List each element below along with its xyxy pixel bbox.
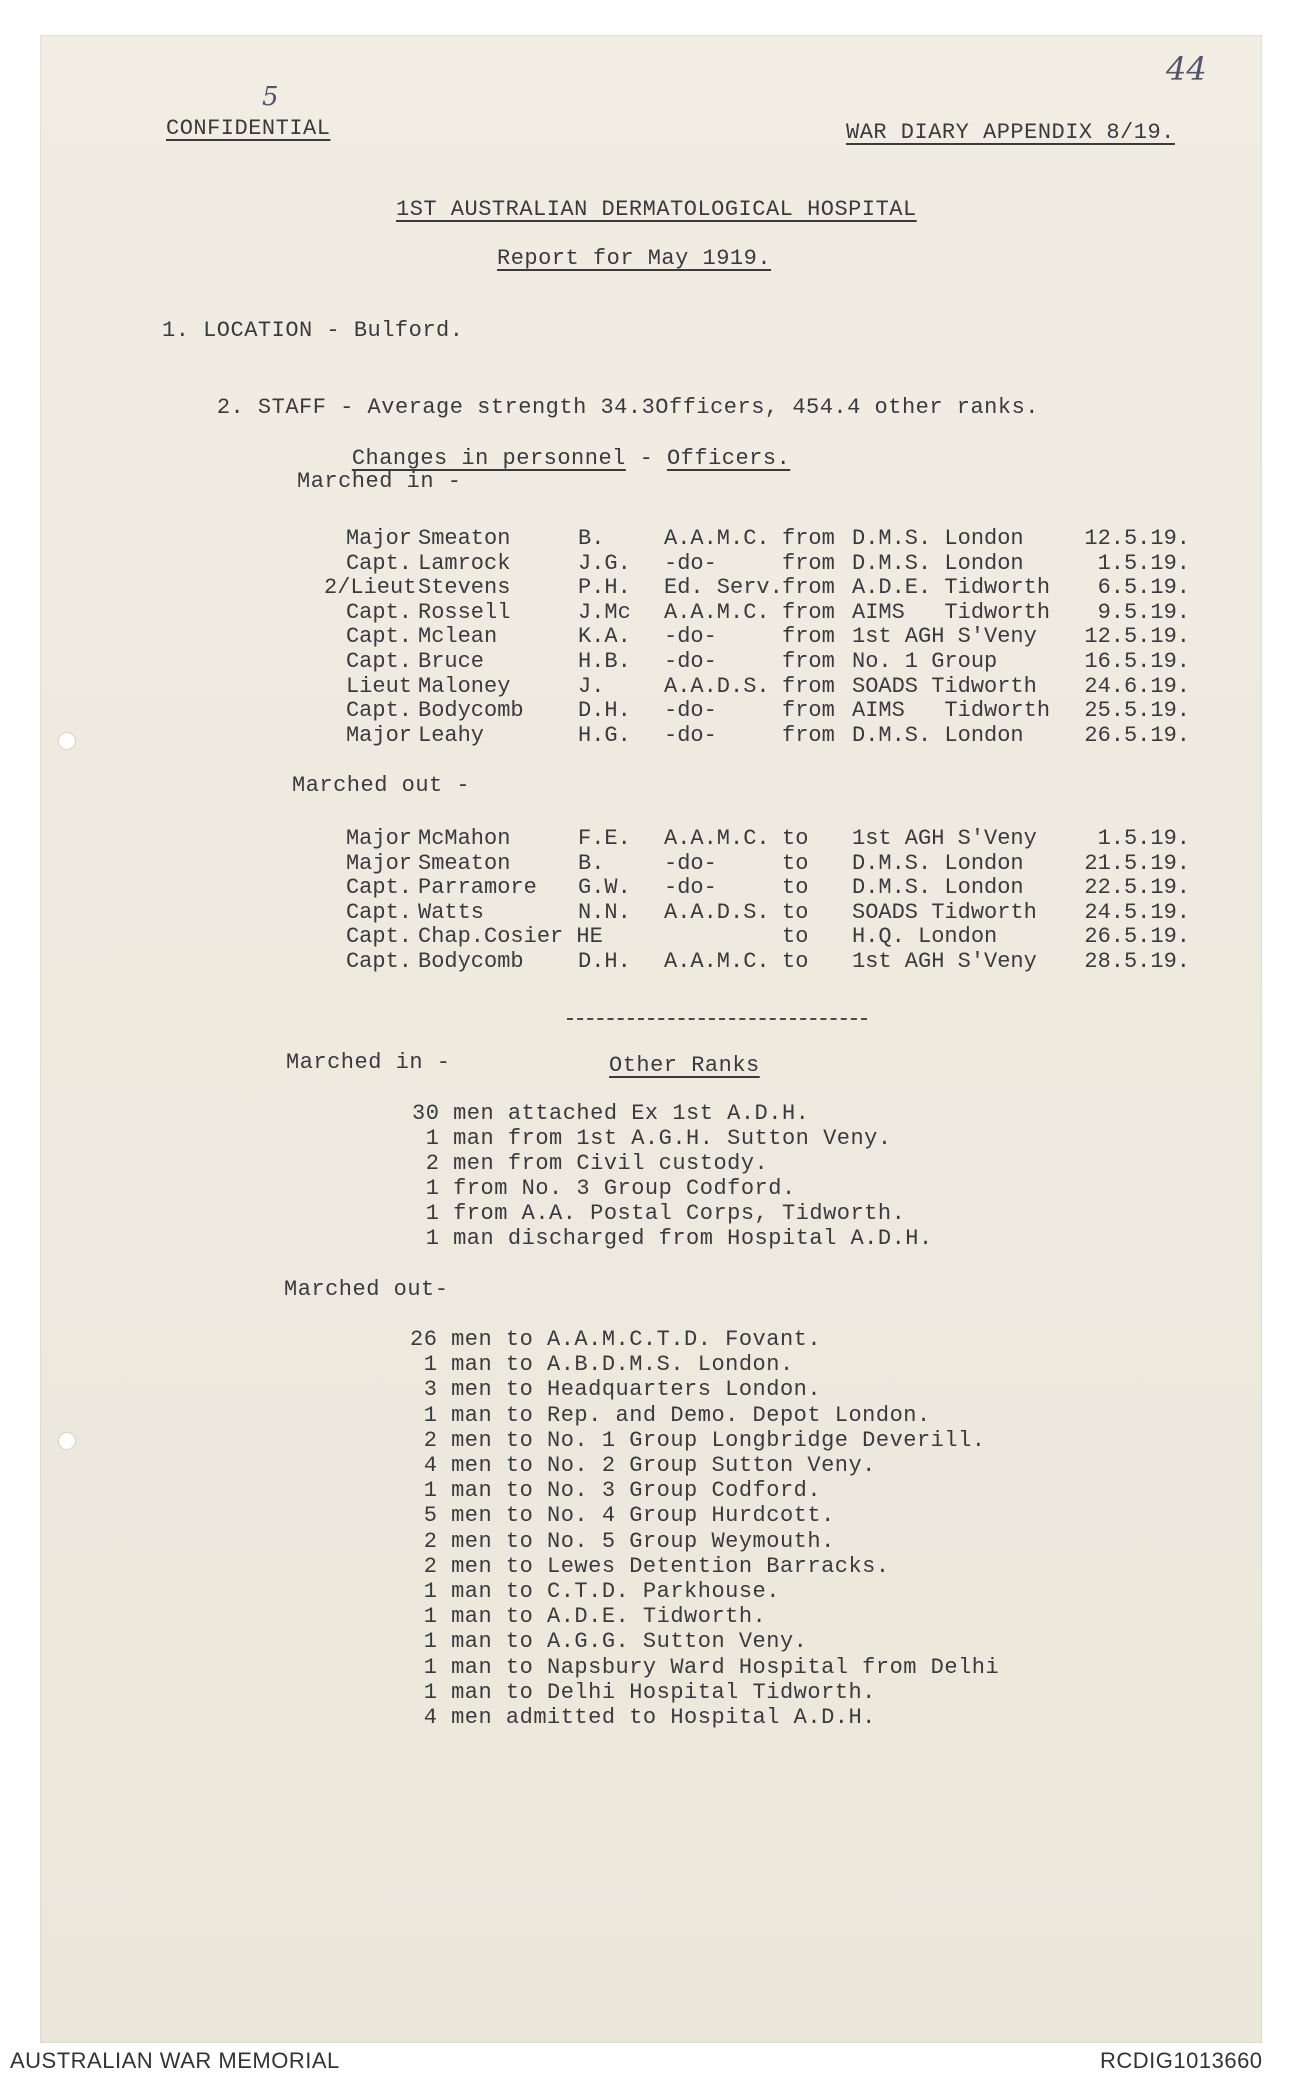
other-ranks-out-item: 1 man to Rep. and Demo. Depot London.	[410, 1402, 931, 1428]
officer-out-rank: Capt.	[345, 924, 412, 950]
officer-in-place: AIMS Tidworth	[852, 698, 1051, 724]
officer-in-name: Mclean	[418, 624, 498, 650]
document-title: 1ST AUSTRALIAN DERMATOLOGICAL HOSPITAL	[396, 197, 917, 222]
other-ranks-out-item: 2 men to No. 1 Group Longbridge Deverill.	[410, 1427, 986, 1453]
officer-in-dir: from	[782, 575, 835, 601]
officer-in-name: Lamrock	[418, 550, 511, 576]
other-ranks-in-item: 1 from A.A. Postal Corps, Tidworth.	[412, 1201, 906, 1226]
document-subtitle: Report for May 1919.	[497, 246, 772, 271]
other-ranks-in-item: 1 man discharged from Hospital A.D.H.	[412, 1226, 933, 1251]
officer-out-unit: -do-	[664, 850, 717, 876]
officers-heading: Officers.	[666, 446, 791, 471]
officer-in-row	[324, 575, 1204, 601]
officer-in-rank: Lieut	[345, 673, 412, 699]
officer-in-place: D.M.S. London	[852, 722, 1024, 748]
officer-out-name: Chap.Cosier HE	[418, 924, 603, 950]
other-ranks-out-item: 2 men to Lewes Detention Barracks.	[410, 1553, 890, 1579]
officer-in-name: Maloney	[418, 673, 511, 699]
officer-out-row	[324, 900, 1204, 926]
officer-in-place: D.M.S. London	[852, 550, 1024, 576]
officer-out-init: D.H.	[578, 949, 631, 974]
officer-in-row	[324, 624, 1204, 650]
other-ranks-out-item: 1 man to A.B.D.M.S. London.	[410, 1352, 794, 1378]
footer-institution: AUSTRALIAN WAR MEMORIAL	[10, 2048, 340, 2073]
officer-in-row	[324, 723, 1204, 749]
officer-in-dir: from	[782, 550, 835, 576]
ranks-strength: 454.4	[792, 395, 861, 420]
officer-out-name: Watts	[418, 899, 485, 925]
officer-in-unit: -do-	[664, 649, 717, 674]
officer-in-place: SOADS Tidworth	[852, 673, 1037, 699]
officer-in-row	[324, 600, 1204, 626]
officer-in-name: Smeaton	[418, 526, 511, 551]
other-ranks-heading: Other Ranks	[609, 1053, 760, 1078]
marched-out-label: Marched out -	[292, 773, 471, 798]
officer-out-place: D.M.S. London	[852, 850, 1024, 876]
officer-out-row	[324, 826, 1204, 852]
officer-out-date: 1.5.19.	[1097, 826, 1190, 851]
officer-in-unit: Ed. Serv.	[664, 575, 783, 601]
officer-in-date: 1.5.19.	[1097, 550, 1190, 576]
other-ranks-out-item: 1 man to A.D.E. Tidworth.	[410, 1604, 767, 1630]
officer-in-rank: Capt.	[345, 550, 412, 576]
other-ranks-out-item: 1 man to Napsbury Ward Hospital from Delhi	[410, 1654, 1000, 1680]
war-diary-appendix-label: WAR DIARY APPENDIX 8/19.	[846, 120, 1175, 145]
officer-out-rank: Capt.	[345, 949, 412, 974]
officer-out-row	[324, 851, 1204, 877]
officer-in-row	[324, 551, 1204, 577]
handwritten-folio-number: 44	[1166, 50, 1207, 88]
officer-in-rank: Major	[345, 722, 412, 748]
other-ranks-out-item: 1 man to C.T.D. Parkhouse.	[410, 1579, 780, 1604]
officer-in-init: B.	[578, 526, 605, 551]
officer-out-dir: to	[782, 924, 809, 950]
officer-out-unit: A.A.M.C.	[664, 949, 770, 974]
marched-in-label: Marched in -	[297, 469, 462, 494]
officer-in-unit: -do-	[664, 624, 717, 650]
officer-in-date: 25.5.19.	[1084, 698, 1190, 724]
officer-in-name: Rossell	[418, 599, 511, 625]
officer-in-place: 1st AGH S'Veny	[852, 624, 1037, 650]
handwritten-annotation: 5	[262, 82, 279, 112]
officer-in-rank: Capt.	[345, 649, 412, 674]
officer-out-place: H.Q. London	[852, 924, 998, 950]
location-line: 1. LOCATION - Bulford.	[162, 318, 464, 343]
officer-out-dir: to	[782, 899, 809, 925]
officer-in-rank: Major	[345, 526, 412, 551]
officer-out-rank: Major	[345, 850, 412, 876]
officer-in-rank: Capt.	[345, 599, 412, 625]
officer-out-rank: Capt.	[345, 875, 412, 901]
officer-out-init: N.N.	[578, 899, 631, 925]
officer-in-row	[324, 526, 1204, 552]
other-ranks-out-item: 4 men to No. 2 Group Sutton Veny.	[410, 1453, 876, 1478]
officer-out-dir: to	[782, 875, 809, 901]
section-divider	[567, 1018, 867, 1020]
changes-separator: -	[639, 446, 654, 471]
officers-label: Officers,	[655, 395, 779, 420]
officer-out-date: 22.5.19.	[1084, 875, 1190, 901]
officer-in-place: A.D.E. Tidworth	[852, 575, 1051, 601]
officer-out-row	[324, 875, 1204, 901]
officer-out-place: D.M.S. London	[852, 875, 1024, 901]
officer-out-unit: A.A.D.S.	[664, 899, 770, 925]
staff-prefix: 2. STAFF - Average strength	[216, 395, 587, 420]
officer-in-rank: 2/Lieut	[324, 575, 417, 601]
officer-in-date: 12.5.19.	[1084, 526, 1190, 551]
other-ranks-out-item: 26 men to A.A.M.C.T.D. Fovant.	[410, 1327, 822, 1352]
officer-out-rank: Major	[345, 826, 412, 851]
officer-in-name: Bodycomb	[418, 698, 524, 724]
officer-in-rank: Capt.	[345, 698, 412, 724]
footer-record-id: RCDIG1013660	[1100, 2048, 1263, 2073]
officer-in-date: 6.5.19.	[1097, 575, 1190, 601]
other-ranks-out-item: 2 men to No. 5 Group Weymouth.	[410, 1528, 835, 1554]
officer-out-date: 26.5.19.	[1084, 924, 1190, 950]
punch-hole-bottom	[58, 1432, 76, 1450]
or-marched-in-label: Marched in -	[286, 1050, 451, 1075]
officer-out-place: 1st AGH S'Veny	[852, 826, 1037, 851]
punch-hole-top	[58, 732, 76, 750]
officer-out-init: F.E.	[578, 826, 631, 851]
officer-out-date: 24.5.19.	[1084, 899, 1190, 925]
ranks-label: other ranks.	[874, 395, 1039, 420]
officer-out-date: 21.5.19.	[1084, 850, 1190, 876]
officer-out-init: G.W.	[578, 875, 631, 901]
officer-in-place: AIMS Tidworth	[852, 599, 1051, 625]
officer-out-dir: to	[782, 826, 809, 851]
officer-in-rank: Capt.	[345, 624, 412, 650]
officer-in-unit: -do-	[664, 722, 717, 748]
changes-heading: Changes in personnel	[351, 446, 626, 471]
officer-out-dir: to	[782, 949, 809, 974]
officer-in-init: J.Mc	[578, 599, 631, 625]
officer-out-name: McMahon	[418, 826, 511, 851]
confidential-label: CONFIDENTIAL	[166, 116, 331, 141]
officer-in-unit: -do-	[664, 550, 717, 576]
officer-in-date: 24.6.19.	[1084, 673, 1190, 699]
officer-in-init: P.H.	[578, 575, 631, 601]
officer-in-dir: from	[782, 673, 835, 699]
officer-in-row	[324, 674, 1204, 700]
officer-in-dir: from	[782, 698, 835, 724]
officer-out-row	[324, 924, 1204, 950]
officer-out-place: 1st AGH S'Veny	[852, 949, 1037, 974]
other-ranks-in-item: 30 men attached Ex 1st A.D.H.	[412, 1101, 810, 1126]
officer-in-init: H.B.	[578, 649, 631, 674]
officer-in-dir: from	[782, 624, 835, 650]
officer-out-rank: Capt.	[345, 899, 412, 925]
officer-out-init: B.	[578, 850, 605, 876]
officer-in-unit: A.A.M.C.	[664, 526, 770, 551]
officer-in-init: J.	[578, 673, 605, 699]
officer-out-unit: -do-	[664, 875, 717, 901]
other-ranks-out-item: 5 men to No. 4 Group Hurdcott.	[410, 1503, 835, 1529]
officer-in-name: Leahy	[418, 722, 485, 748]
officer-in-init: J.G.	[578, 550, 631, 576]
officer-in-unit: A.A.D.S.	[664, 673, 770, 699]
other-ranks-out-item: 3 men to Headquarters London.	[410, 1377, 822, 1403]
officer-in-unit: -do-	[664, 698, 717, 724]
officer-in-date: 12.5.19.	[1084, 624, 1190, 650]
officers-strength: 34.3	[600, 395, 656, 420]
other-ranks-out-item: 4 men admitted to Hospital A.D.H.	[410, 1705, 876, 1730]
officer-out-dir: to	[782, 850, 809, 876]
officer-out-date: 28.5.19.	[1084, 949, 1190, 974]
other-ranks-in-item: 1 man from 1st A.G.H. Sutton Veny.	[412, 1126, 892, 1151]
officer-out-row	[324, 949, 1204, 975]
other-ranks-out-item: 1 man to A.G.G. Sutton Veny.	[410, 1629, 808, 1655]
or-marched-out-label: Marched out-	[284, 1277, 449, 1302]
officer-out-unit: A.A.M.C.	[664, 826, 770, 851]
officer-out-name: Smeaton	[418, 850, 511, 876]
officer-in-dir: from	[782, 599, 835, 625]
officer-in-place: D.M.S. London	[852, 526, 1024, 551]
officer-in-row	[324, 698, 1204, 724]
officer-in-row	[324, 649, 1204, 675]
officer-in-unit: A.A.M.C.	[664, 599, 770, 625]
officer-in-init: H.G.	[578, 722, 631, 748]
other-ranks-out-item: 1 man to No. 3 Group Codford.	[410, 1478, 822, 1504]
officer-out-name: Bodycomb	[418, 949, 524, 974]
officer-in-init: D.H.	[578, 698, 631, 724]
officer-in-dir: from	[782, 649, 835, 674]
officer-out-place: SOADS Tidworth	[852, 899, 1037, 925]
other-ranks-in-item: 1 from No. 3 Group Codford.	[412, 1176, 796, 1201]
officer-in-date: 9.5.19.	[1097, 599, 1190, 625]
officer-in-date: 16.5.19.	[1084, 649, 1190, 674]
officer-in-name: Bruce	[418, 649, 485, 674]
officer-in-dir: from	[782, 722, 835, 748]
officer-in-place: No. 1 Group	[852, 649, 998, 674]
other-ranks-out-item: 1 man to Delhi Hospital Tidworth.	[410, 1679, 876, 1705]
officer-out-name: Parramore	[418, 875, 537, 901]
officer-in-date: 26.5.19.	[1084, 722, 1190, 748]
officer-in-init: K.A.	[578, 624, 631, 650]
officer-in-name: Stevens	[418, 575, 511, 601]
officer-in-dir: from	[782, 526, 835, 551]
other-ranks-in-item: 2 men from Civil custody.	[412, 1151, 769, 1176]
